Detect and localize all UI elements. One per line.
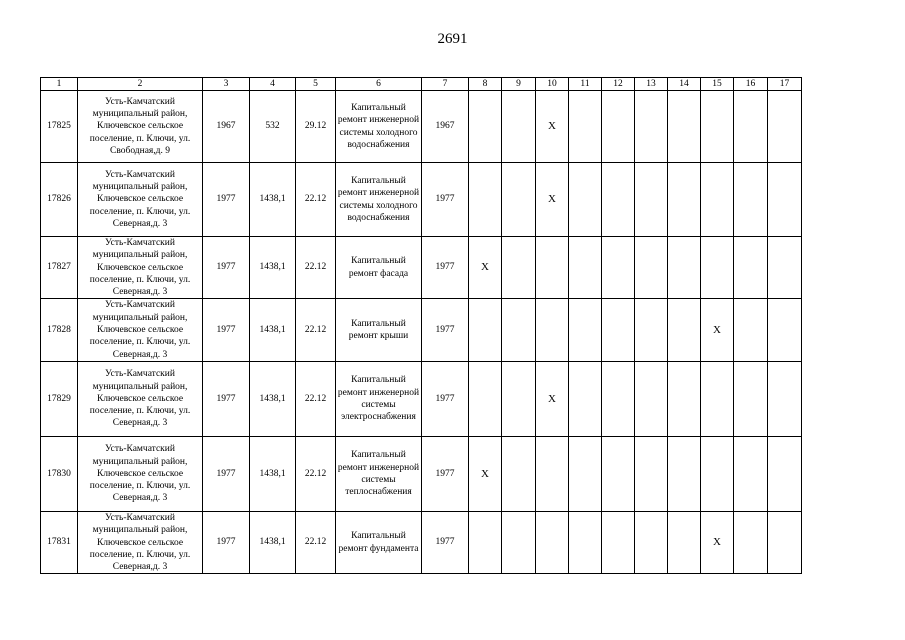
year-cell: 1977: [422, 361, 469, 436]
empty-cell-col-9: [502, 91, 536, 163]
table-row: [41, 361, 802, 436]
column-number-10: 10: [536, 78, 569, 91]
work-type-cell: Капитальный ремонт инженерной системы холодного водоснабжения: [336, 91, 422, 163]
empty-cell-col-14: [668, 361, 701, 436]
row-id-cell: 17829: [41, 361, 78, 436]
row-id-cell: 17830: [41, 436, 78, 511]
address-cell: Усть-Камчатский муниципальный район, Ключевское сельское поселение, п. Ключи, ул. Северная,д. 3: [78, 163, 203, 237]
area-cell: 1438,1: [250, 361, 296, 436]
year-cell: 1977: [422, 299, 469, 361]
empty-cell-col-17: [768, 163, 802, 237]
empty-cell-col-16: [734, 436, 768, 511]
mark-cell-col-8: X: [469, 237, 502, 299]
row-id-cell: 17825: [41, 91, 78, 163]
empty-cell-col-9: [502, 436, 536, 511]
year-cell: 1977: [422, 436, 469, 511]
table-row: [41, 511, 802, 573]
work-type-cell: Капитальный ремонт фасада: [336, 237, 422, 299]
empty-cell-col-8: [469, 511, 502, 573]
table-row: [41, 163, 802, 237]
year-built-cell: 1977: [203, 163, 250, 237]
year-built-cell: 1977: [203, 299, 250, 361]
col5-cell: 22.12: [296, 163, 336, 237]
empty-cell-col-12: [602, 511, 635, 573]
empty-cell-col-11: [569, 237, 602, 299]
empty-cell-col-8: [469, 361, 502, 436]
col5-cell: 22.12: [296, 361, 336, 436]
empty-cell-col-17: [768, 511, 802, 573]
empty-cell-col-8: [469, 163, 502, 237]
col5-cell: 29.12: [296, 91, 336, 163]
empty-cell-col-14: [668, 511, 701, 573]
empty-cell-col-12: [602, 299, 635, 361]
empty-cell-col-15: [701, 361, 734, 436]
empty-cell-col-17: [768, 91, 802, 163]
column-number-3: 3: [203, 78, 250, 91]
area-cell: 1438,1: [250, 163, 296, 237]
empty-cell-col-13: [635, 511, 668, 573]
year-built-cell: 1977: [203, 511, 250, 573]
empty-cell-col-13: [635, 361, 668, 436]
empty-cell-col-9: [502, 237, 536, 299]
mark-cell-col-15: X: [701, 299, 734, 361]
column-number-11: 11: [569, 78, 602, 91]
year-cell: 1977: [422, 237, 469, 299]
column-number-1: 1: [41, 78, 78, 91]
empty-cell-col-10: [536, 237, 569, 299]
empty-cell-col-16: [734, 163, 768, 237]
empty-cell-col-14: [668, 436, 701, 511]
empty-cell-col-13: [635, 299, 668, 361]
work-type-cell: Капитальный ремонт фундамента: [336, 511, 422, 573]
work-type-cell: Капитальный ремонт крыши: [336, 299, 422, 361]
empty-cell-col-8: [469, 299, 502, 361]
empty-cell-col-16: [734, 511, 768, 573]
row-id-cell: 17831: [41, 511, 78, 573]
work-type-cell: Капитальный ремонт инженерной системы электроснабжения: [336, 361, 422, 436]
empty-cell-col-11: [569, 299, 602, 361]
column-number-8: 8: [469, 78, 502, 91]
empty-cell-col-14: [668, 163, 701, 237]
row-id-cell: 17827: [41, 237, 78, 299]
empty-cell-col-11: [569, 163, 602, 237]
column-number-9: 9: [502, 78, 536, 91]
year-cell: 1967: [422, 91, 469, 163]
column-number-6: 6: [336, 78, 422, 91]
empty-cell-col-14: [668, 237, 701, 299]
address-cell: Усть-Камчатский муниципальный район, Ключевское сельское поселение, п. Ключи, ул. Северная,д. 3: [78, 361, 203, 436]
empty-cell-col-17: [768, 361, 802, 436]
empty-cell-col-16: [734, 237, 768, 299]
column-number-16: 16: [734, 78, 768, 91]
column-number-row: [41, 78, 802, 91]
col5-cell: 22.12: [296, 436, 336, 511]
table-row: [41, 237, 802, 299]
empty-cell-col-17: [768, 299, 802, 361]
empty-cell-col-13: [635, 91, 668, 163]
column-number-17: 17: [768, 78, 802, 91]
empty-cell-col-17: [768, 436, 802, 511]
area-cell: 532: [250, 91, 296, 163]
empty-cell-col-17: [768, 237, 802, 299]
empty-cell-col-10: [536, 299, 569, 361]
empty-cell-col-13: [635, 436, 668, 511]
work-type-cell: Капитальный ремонт инженерной системы холодного водоснабжения: [336, 163, 422, 237]
empty-cell-col-15: [701, 91, 734, 163]
empty-cell-col-16: [734, 299, 768, 361]
empty-cell-col-15: [701, 163, 734, 237]
empty-cell-col-16: [734, 91, 768, 163]
mark-cell-col-8: X: [469, 436, 502, 511]
col5-cell: 22.12: [296, 299, 336, 361]
work-type-cell: Капитальный ремонт инженерной системы теплоснабжения: [336, 436, 422, 511]
year-built-cell: 1977: [203, 436, 250, 511]
empty-cell-col-15: [701, 237, 734, 299]
empty-cell-col-11: [569, 436, 602, 511]
capital-repair-table: [40, 77, 802, 574]
empty-cell-col-13: [635, 237, 668, 299]
empty-cell-col-16: [734, 361, 768, 436]
empty-cell-col-11: [569, 511, 602, 573]
empty-cell-col-12: [602, 91, 635, 163]
year-cell: 1977: [422, 163, 469, 237]
empty-cell-col-11: [569, 361, 602, 436]
row-id-cell: 17826: [41, 163, 78, 237]
address-cell: Усть-Камчатский муниципальный район, Ключевское сельское поселение, п. Ключи, ул. Северная,д. 3: [78, 511, 203, 573]
empty-cell-col-9: [502, 511, 536, 573]
empty-cell-col-12: [602, 237, 635, 299]
address-cell: Усть-Камчатский муниципальный район, Ключевское сельское поселение, п. Ключи, ул. Северная,д. 3: [78, 436, 203, 511]
column-number-12: 12: [602, 78, 635, 91]
empty-cell-col-11: [569, 91, 602, 163]
table-row: [41, 436, 802, 511]
empty-cell-col-8: [469, 91, 502, 163]
year-built-cell: 1967: [203, 91, 250, 163]
empty-cell-col-12: [602, 163, 635, 237]
column-number-5: 5: [296, 78, 336, 91]
empty-cell-col-10: [536, 511, 569, 573]
empty-cell-col-13: [635, 163, 668, 237]
mark-cell-col-15: X: [701, 511, 734, 573]
column-number-13: 13: [635, 78, 668, 91]
year-cell: 1977: [422, 511, 469, 573]
col5-cell: 22.12: [296, 237, 336, 299]
column-number-4: 4: [250, 78, 296, 91]
column-number-14: 14: [668, 78, 701, 91]
row-id-cell: 17828: [41, 299, 78, 361]
empty-cell-col-15: [701, 436, 734, 511]
area-cell: 1438,1: [250, 299, 296, 361]
column-number-15: 15: [701, 78, 734, 91]
area-cell: 1438,1: [250, 436, 296, 511]
empty-cell-col-12: [602, 436, 635, 511]
address-cell: Усть-Камчатский муниципальный район, Ключевское сельское поселение, п. Ключи, ул. Свободная,д. 9: [78, 91, 203, 163]
table-row: [41, 299, 802, 361]
empty-cell-col-9: [502, 163, 536, 237]
empty-cell-col-14: [668, 91, 701, 163]
empty-cell-col-14: [668, 299, 701, 361]
column-number-2: 2: [78, 78, 203, 91]
area-cell: 1438,1: [250, 237, 296, 299]
table-body: [41, 91, 802, 574]
year-built-cell: 1977: [203, 237, 250, 299]
address-cell: Усть-Камчатский муниципальный район, Ключевское сельское поселение, п. Ключи, ул. Северная,д. 3: [78, 237, 203, 299]
mark-cell-col-10: X: [536, 163, 569, 237]
address-cell: Усть-Камчатский муниципальный район, Ключевское сельское поселение, п. Ключи, ул. Северная,д. 3: [78, 299, 203, 361]
col5-cell: 22.12: [296, 511, 336, 573]
page-number: 2691: [437, 31, 468, 47]
mark-cell-col-10: X: [536, 91, 569, 163]
column-number-7: 7: [422, 78, 469, 91]
empty-cell-col-9: [502, 361, 536, 436]
empty-cell-col-9: [502, 299, 536, 361]
mark-cell-col-10: X: [536, 361, 569, 436]
area-cell: 1438,1: [250, 511, 296, 573]
empty-cell-col-10: [536, 436, 569, 511]
table-row: [41, 91, 802, 163]
year-built-cell: 1977: [203, 361, 250, 436]
empty-cell-col-12: [602, 361, 635, 436]
